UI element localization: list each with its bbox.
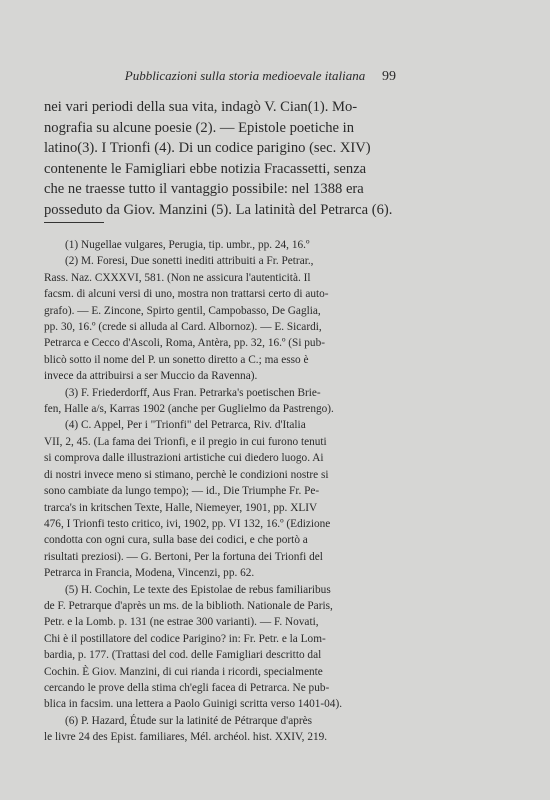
body-line: nei vari periodi della sua vita, indagò V. Cian(1). Mo- bbox=[44, 99, 358, 115]
footnote-line: Cochin. È Giov. Manzini, di cui rianda i ricordi, specialmente bbox=[44, 665, 323, 678]
footnote-line: Chi è il postillatore del codice Parigino? in: Fr. Petr. e la Lom- bbox=[44, 632, 326, 645]
footnote-line: facsm. di alcuni versi di uno, mostra non trattarsi certo di auto- bbox=[44, 288, 329, 301]
footnote-line: (6) P. Hazard, Étude sur la latinité de Pétrarque d'après bbox=[65, 714, 313, 727]
body-line: posseduto da Giov. Manzini (5). La latinità del Petrarca (6). bbox=[44, 201, 393, 218]
footnote-line: (2) M. Foresi, Due sonetti inediti attribuiti a Fr. Petrar., bbox=[65, 255, 314, 268]
footnote-line: condotta con ogni cura, sulla base dei codici, e che portò a bbox=[44, 534, 308, 547]
footnote-line: (3) F. Friederdorff, Aus Fran. Petrarka's poetischen Brie- bbox=[65, 386, 321, 399]
footnotes bbox=[44, 237, 400, 746]
footnote-line: de F. Petrarque d'après un ms. de la biblioth. Nationale de Paris, bbox=[44, 599, 333, 612]
footnote-line: le livre 24 des Epist. familiares, Mél. archéol. hist. XXIV, 219. bbox=[44, 731, 328, 744]
footnote-line: Rass. Naz. CXXXVI, 581. (Non ne assicura l'autenticità. Il bbox=[44, 271, 311, 284]
footnote-line: di nostri invece meno si stimano, perchè le condizioni nostre si bbox=[44, 468, 329, 481]
footnote-line: risultati preziosi). — G. Bertoni, Per la fortuna dei Trionfi del bbox=[44, 550, 323, 563]
footnote-line: Petr. e la Lomb. p. 131 (ne estrae 300 varianti). — F. Novati, bbox=[44, 616, 319, 629]
footnote-line: (1) Nugellae vulgares, Perugia, tip. umbr., pp. 24, 16.º bbox=[65, 239, 310, 251]
footnote-line: fen, Halle a/s, Karras 1902 (anche per Guglielmo da Pastrengo). bbox=[44, 403, 334, 416]
footnote-separator bbox=[44, 222, 104, 223]
body-text bbox=[44, 97, 400, 221]
body-line: latino(3). I Trionfi (4). Di un codice parigino (sec. XIV) bbox=[44, 140, 371, 157]
footnote-line: (5) H. Cochin, Le texte des Epistolae de rebus familiaribus bbox=[65, 583, 331, 596]
body-line: nografia su alcune poesie (2). — Epistole poetiche in bbox=[44, 119, 355, 136]
footnote-line: pp. 30, 16.º (crede si alluda al Card. Albornoz). — E. Sicardi, bbox=[44, 321, 322, 334]
footnote-line: blica in facsim. una lettera a Paolo Guinigi scritta verso 1401-04). bbox=[44, 698, 343, 711]
footnote-line: Petrarca in Francia, Modena, Vincenzi, pp. 62. bbox=[44, 567, 255, 580]
page-number: 99 bbox=[382, 69, 396, 84]
footnote-line: si comprova dalle illustrazioni artistiche cui diedero luogo. Ai bbox=[44, 452, 324, 465]
body-line: che ne traesse tutto il vantaggio possibile: nel 1388 era bbox=[44, 181, 364, 198]
footnote-line: sono cambiate da lungo tempo); — id., Die Triumphe Fr. Pe- bbox=[44, 485, 320, 498]
footnote-line: bardia, p. 177. (Trattasi del cod. delle Famigliari descritto dal bbox=[44, 649, 322, 662]
footnote-line: cercando le prove della stima ch'egli facea di Petrarca. Ne pub- bbox=[44, 681, 330, 694]
footnote-line: grafo). — E. Zincone, Spirto gentil, Campobasso, De Gaglia, bbox=[44, 304, 321, 317]
footnote-line: Petrarca e Cecco d'Ascoli, Roma, Antèra, pp. 32, 16.º (Si pub- bbox=[44, 337, 325, 350]
footnote-line: VII, 2, 45. (La fama dei Trionfi, e il pregio in cui furono tenuti bbox=[44, 435, 327, 448]
body-line: contenente le Famigliari ebbe notizia Fracassetti, senza bbox=[44, 160, 367, 177]
footnote-line: (4) C. Appel, Per i "Trionfi" del Petrarca, Riv. d'Italia bbox=[65, 419, 306, 432]
footnote-line: blicò sotto il nome del P. un sonetto diretto a C.; ma esso è bbox=[44, 353, 309, 366]
footnote-line: 476, I Trionfi testo critico, ivi, 1902, pp. VI 132, 16.º (Edizione bbox=[44, 517, 331, 530]
running-title: Pubblicazioni sulla storia medioevale italiana bbox=[124, 68, 366, 83]
footnote-line: trarca's in kritschen Texte, Halle, Niemeyer, 1901, pp. XLIV bbox=[44, 501, 318, 514]
footnote-line: invece da attribuirsi a ser Muccio da Ravenna). bbox=[44, 370, 258, 383]
